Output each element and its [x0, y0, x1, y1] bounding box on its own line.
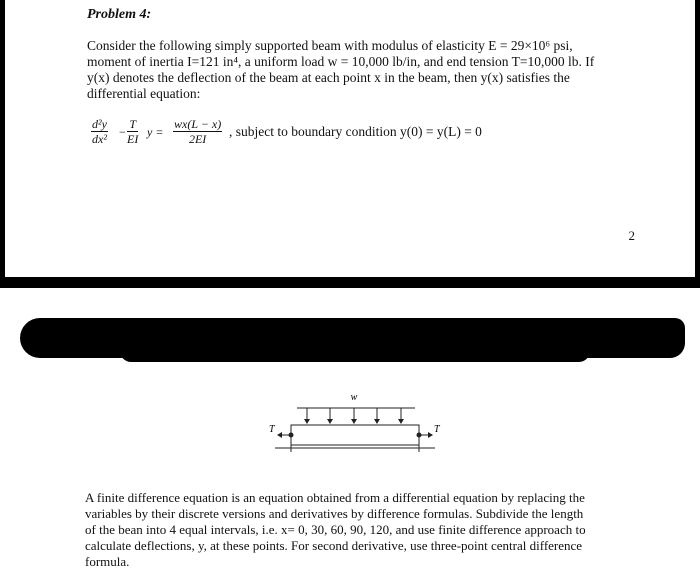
paragraph-line: variables by their discrete versions and derivatives by difference formulas. Subdivide the length: [85, 506, 584, 521]
fraction-numerator: wx(L − x): [174, 117, 222, 131]
load-fraction: [173, 118, 222, 146]
t-over-ei-fraction: [127, 118, 138, 146]
fraction-denominator: EI: [127, 132, 139, 146]
beam-body: [291, 425, 419, 445]
page-number: 2: [628, 228, 635, 243]
paragraph-line: calculate deflections, y, at these points. For second derivative, use three-point central difference: [85, 538, 583, 553]
paragraph-line: moment of inertia I=121 in⁴, a uniform load w = 10,000 lb/in, and end tension T=10,000 lb. If: [87, 54, 595, 69]
arrowhead: [351, 419, 357, 424]
problem-title: Problem 4:: [87, 7, 152, 22]
y-equals: y =: [147, 125, 164, 139]
arrowhead: [327, 419, 333, 424]
load-arrowheads: [304, 419, 404, 424]
fraction-numerator: T: [127, 118, 138, 132]
minus-sign: −: [119, 125, 126, 139]
fraction-denominator: dx²: [92, 132, 107, 146]
paragraph-line: Consider the following simply supported beam with modulus of elasticity E = 29×10⁶ psi,: [87, 38, 573, 53]
redaction-mark: [120, 340, 590, 362]
finite-difference-description: [85, 490, 615, 570]
right-tension-arrowhead: [428, 432, 433, 438]
paragraph-line: A finite difference equation is an equation obtained from a differential equation by replacing the: [85, 490, 585, 505]
arrowhead: [304, 419, 310, 424]
paragraph-line: y(x) denotes the deflection of the beam at each point x in the beam, then y(x) satisfies the: [87, 70, 570, 85]
paragraph-line: of the bean into 4 equal intervals, i.e. x= 0, 30, 60, 90, 120, and use finite difference approach to: [85, 522, 586, 537]
left-tension-arrowhead: [277, 432, 282, 438]
load-label: w: [350, 392, 358, 403]
fraction-denominator: 2EI: [188, 132, 207, 146]
top-page: [5, 0, 695, 277]
boundary-condition: , subject to boundary condition y(0) = y(L) = 0: [229, 124, 482, 139]
beam-diagram: [255, 388, 455, 468]
paragraph-line: formula.: [85, 554, 130, 569]
arrowhead: [374, 419, 380, 424]
problem-description: [87, 38, 595, 102]
left-tension-label: T: [269, 424, 275, 435]
second-derivative-fraction: [91, 118, 108, 146]
right-tension-label: T: [434, 424, 440, 435]
arrowhead: [398, 419, 404, 424]
fraction-numerator: d²y: [92, 117, 107, 131]
bottom-page: [0, 288, 700, 586]
paragraph-line: differential equation:: [87, 86, 201, 101]
